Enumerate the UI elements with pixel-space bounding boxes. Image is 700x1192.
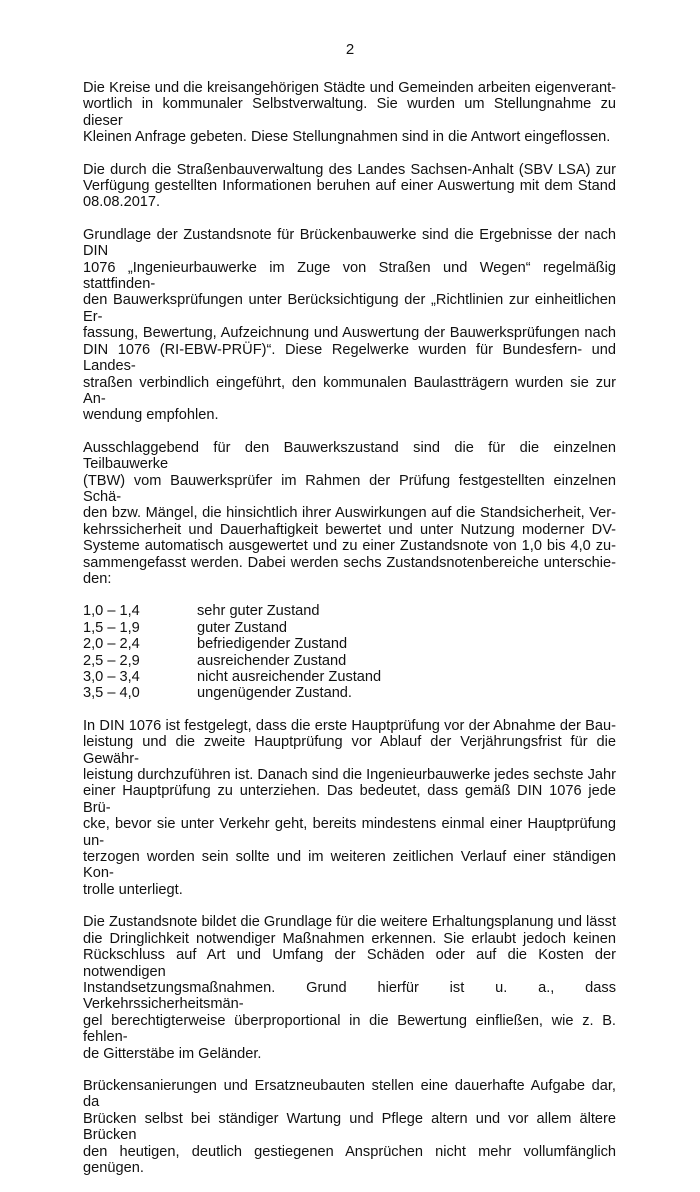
paragraph-line: den: [83,570,112,587]
grade-row [83,669,616,685]
document-body [83,80,616,1192]
grade-range: 2,0 – 2,4 [83,636,140,653]
paragraph-line: DIN 1076 (RI-EBW-PRÜF)“. Diese Regelwerke wurden für Bundesfern- und Landes- [83,341,616,375]
paragraph [83,162,616,211]
paragraph-line: (TBW) vom Bauwerksprüfer im Rahmen der Prüfung festgestellten einzelnen Schä- [83,472,616,505]
page-number: 2 [345,41,355,58]
paragraph-line: de Gitterstäbe im Geländer. [83,1045,262,1062]
paragraph-line: Ausschlaggebend für den Bauwerkszustand sind die für die einzelnen Teilbauwerke [83,439,616,473]
paragraph-line: Systeme automatisch ausgewertet und zu einer Zustandsnote von 1,0 bis 4,0 zu- [83,538,616,555]
grade-range: 3,5 – 4,0 [83,685,140,702]
grade-label: nicht ausreichender Zustand [197,669,382,685]
paragraph-line: In DIN 1076 ist festgelegt, dass die erste Hauptprüfung vor der Abnahme der Bau- [83,717,616,734]
paragraph-line: wendung empfohlen. [83,407,219,424]
grade-row [83,653,616,669]
grade-label: ausreichender Zustand [197,652,347,669]
grade-row [83,603,616,619]
paragraph-line: Die Zustandsnote bildet die Grundlage für die weitere Erhaltungsplanung und lässt [83,914,617,931]
paragraph-line: den Bauwerksprüfungen unter Berücksichtigung der „Richtlinien zur einheitlichen Er- [83,292,616,325]
paragraph-line: cke, bevor sie unter Verkehr geht, bereits mindestens einmal einer Hauptprüfung un- [83,816,616,849]
grade-range: 3,0 – 3,4 [83,669,140,685]
paragraph-line: den heutigen, deutlich gestiegenen Ansprüchen nicht mehr vollumfänglich genügen. [83,1143,616,1176]
grade-row [83,685,616,701]
paragraph-line: Brückensanierungen und Ersatzneubauten stellen eine dauerhafte Aufgabe dar, da [83,1077,616,1111]
paragraph-line: terzogen worden sein sollte und im weiteren zeitlichen Verlauf einer ständigen Kon- [83,849,616,882]
paragraphs-after-list [83,718,616,1177]
grade-range: 1,0 – 1,4 [83,603,140,620]
paragraph-line: fassung, Bewertung, Aufzeichnung und Auswertung der Bauwerksprüfungen nach [83,325,616,342]
paragraph-line: leistung und die zweite Hauptprüfung vor Ablauf der Verjährungsfrist für die Gewähr- [83,734,616,767]
grade-ranges-list [83,603,616,701]
paragraphs-before-list [83,80,616,587]
paragraph-line: straßen verbindlich eingeführt, den kommunalen Baulastträgern wurden sie zur An- [83,374,616,407]
paragraph-line: die Dringlichkeit notwendiger Maßnahmen erkennen. Sie erlaubt jedoch keinen [83,930,616,947]
grade-label: sehr guter Zustand [197,603,320,620]
paragraph-line: Grundlage der Zustandsnote für Brückenbauwerke sind die Ergebnisse der nach DIN [83,226,616,260]
paragraph-line: trolle unterliegt. [83,881,183,898]
paragraph-line: Kleinen Anfrage gebeten. Diese Stellungnahmen sind in die Antwort eingeflossen. [83,129,611,146]
paragraph-line: einer Hauptprüfung zu unterziehen. Das bedeutet, dass gemäß DIN 1076 jede Brü- [83,783,616,816]
paragraph [83,914,616,1062]
paragraph-line: 08.08.2017. [83,194,161,211]
paragraph-line: gel berechtigterweise überproportional in die Bewertung einfließen, wie z. B. fehlen- [83,1012,616,1046]
grade-label: guter Zustand [197,619,288,636]
paragraph [83,718,616,898]
grade-row [83,636,616,652]
paragraph-line: Instandsetzungsmaßnahmen. Grund hierfür ist u. a., dass Verkehrssicherheitsmän- [83,979,616,1013]
paragraph-line: den bzw. Mängel, die hinsichtlich ihrer Auswirkungen auf die Standsicherheit, Ver- [83,505,616,522]
grade-row [83,620,616,636]
paragraph-line: Die Kreise und die kreisangehörigen Städte und Gemeinden arbeiten eigenverant- [83,80,616,96]
paragraph-line: leistung durchzuführen ist. Danach sind die Ingenieurbauwerke jedes sechste Jahr [83,767,616,784]
paragraph-line: Verfügung gestellten Informationen beruhen auf einer Auswertung mit dem Stand [83,178,616,195]
grade-range: 1,5 – 1,9 [83,619,140,636]
paragraph [83,1078,616,1176]
paragraph-line: Brücken selbst bei ständiger Wartung und Pflege altern und vor allem ältere Brücken [83,1110,616,1144]
paragraph-line: sammengefasst werden. Dabei werden sechs Zustandsnotenbereiche unterschie- [83,554,616,571]
paragraph-line: wortlich in kommunaler Selbstverwaltung. Sie wurden um Stellungnahme zu dieser [83,96,616,129]
paragraph-line: Die durch die Straßenbauverwaltung des Landes Sachsen-Anhalt (SBV LSA) zur [83,161,616,178]
paragraph-line: Rückschluss auf Art und Umfang der Schäden oder auf die Kosten der notwendigen [83,947,616,980]
grade-label: befriedigender Zustand [197,636,348,653]
paragraph [83,80,616,146]
paragraph [83,227,616,424]
paragraph-line: 1076 „Ingenieurbauwerke im Zuge von Straßen und Wegen“ regelmäßig stattfinden- [83,259,616,293]
paragraph-line: kehrssicherheit und Dauerhaftigkeit bewertet und unter Nutzung moderner DV- [83,521,616,538]
grade-range: 2,5 – 2,9 [83,652,140,669]
grade-label: ungenügender Zustand. [197,685,352,702]
paragraph [83,440,616,588]
